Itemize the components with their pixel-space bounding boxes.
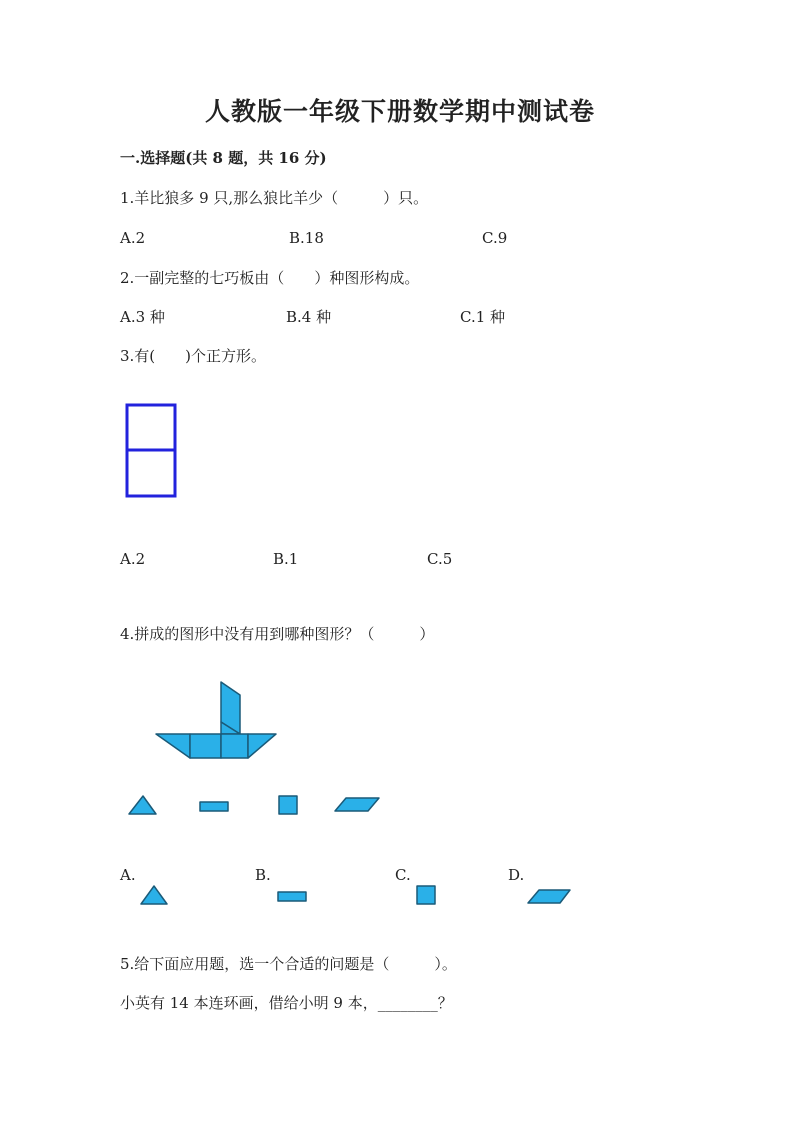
- square-bottom: [127, 450, 175, 496]
- question-4-option-b: B.: [255, 866, 271, 884]
- question-1-option-b: B.18: [289, 229, 324, 247]
- boat-hull-right-triangle: [248, 734, 276, 758]
- question-1-option-a: A.2: [120, 229, 146, 247]
- question-3-stem: 3.有( )个正方形。: [120, 347, 267, 365]
- page-title: 人教版一年级下册数学期中测试卷: [204, 97, 595, 126]
- question-2-option-c: C.1 种: [460, 308, 506, 326]
- section-heading: 一.选择题(共 8 题，共 16 分): [120, 149, 327, 167]
- question-2-option-a: A.3 种: [120, 308, 165, 326]
- question-4-option-c: C.: [395, 866, 411, 884]
- shape-rectangle: [200, 802, 228, 811]
- question-4-stem: 4.拼成的图形中没有用到哪种图形？（ ）: [120, 625, 435, 643]
- tangram-boat-figure: [150, 676, 280, 764]
- tangram-shapes-row: [126, 792, 386, 822]
- boat-hull-left-triangle: [156, 734, 190, 758]
- question-4-option-shapes: [136, 882, 586, 908]
- boat-hull-square: [190, 734, 221, 758]
- question-4-option-a: A.: [120, 866, 136, 884]
- option-d-parallelogram-icon: [528, 890, 570, 903]
- boat-hull-center: [221, 734, 248, 758]
- square-top: [127, 405, 175, 450]
- question-3-option-b: B.1: [273, 550, 299, 568]
- question-3-option-c: C.5: [427, 550, 453, 568]
- question-5-stem: 5.给下面应用题，选一个合适的问题是（ ）。: [120, 955, 457, 973]
- option-c-square-icon: [417, 886, 435, 904]
- question-2-option-b: B.4 种: [286, 308, 332, 326]
- option-a-triangle-icon: [141, 886, 167, 904]
- question-5-subtext: 小英有 14 本连环画，借给小明 9 本，________？: [120, 994, 453, 1012]
- shape-square: [279, 796, 297, 814]
- question-1-stem: 1.羊比狼多 9 只,那么狼比羊少（ ）只。: [120, 189, 429, 207]
- two-squares-figure: [124, 402, 180, 500]
- question-1-option-c: C.9: [482, 229, 508, 247]
- shape-triangle: [129, 796, 156, 814]
- question-4-option-d: D.: [508, 866, 525, 884]
- question-3-option-a: A.2: [120, 550, 146, 568]
- option-b-rectangle-icon: [278, 892, 306, 901]
- shape-parallelogram: [335, 798, 379, 811]
- question-2-stem: 2.一副完整的七巧板由（ ）种图形构成。: [120, 269, 420, 287]
